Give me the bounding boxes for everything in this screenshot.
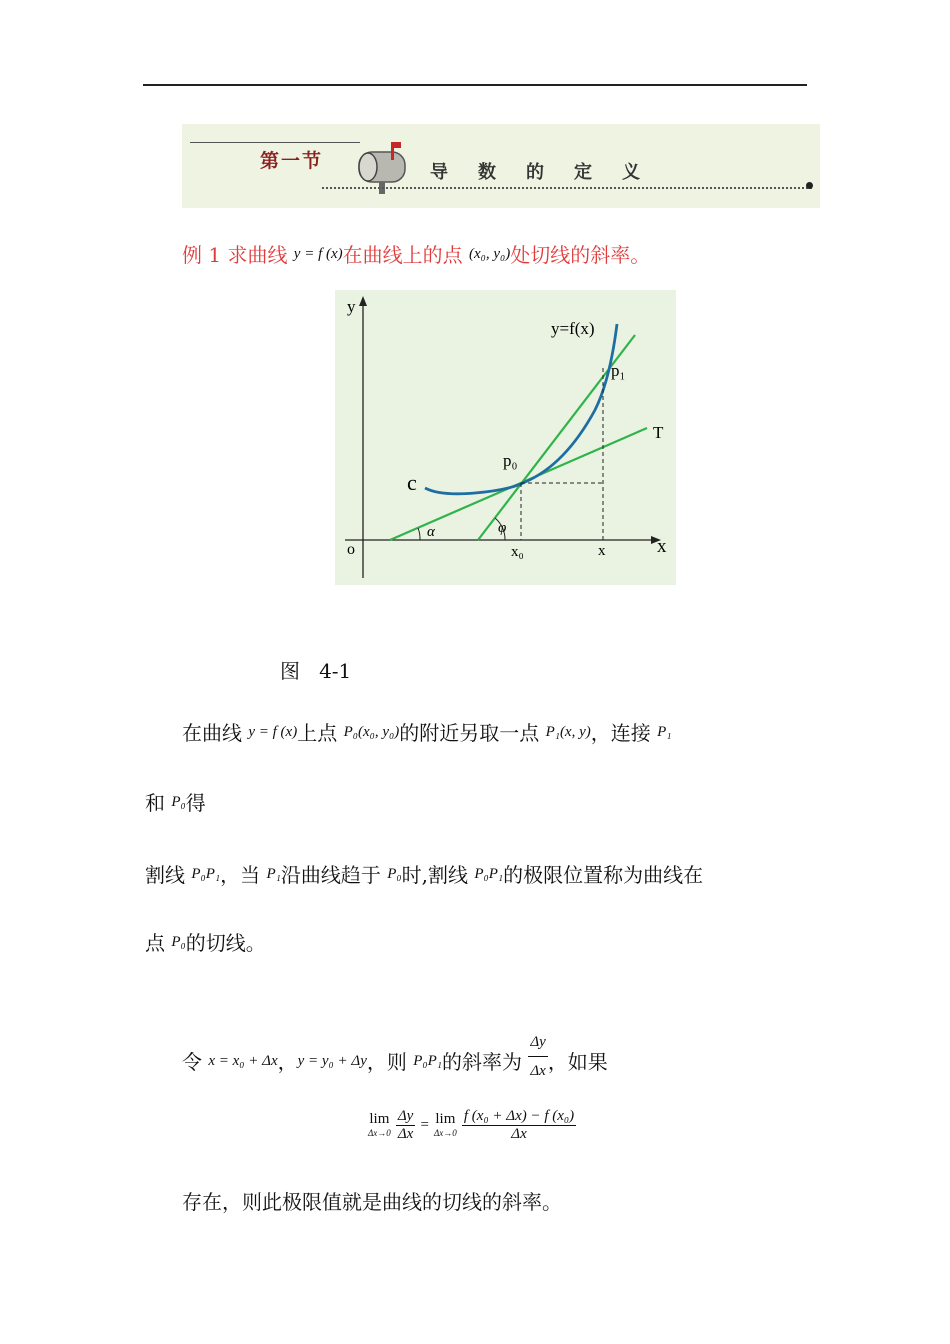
formula-equals: = — [420, 1117, 429, 1133]
example-suffix: 处切线的斜率。 — [510, 243, 651, 267]
formula-lim-1 — [368, 1112, 391, 1140]
p1-text-b: 上点 — [297, 721, 344, 745]
p1-text-a: 在曲线 — [182, 721, 249, 745]
p2-text-e: 的极限位置称为曲线在 — [503, 863, 704, 887]
label-t: T — [653, 423, 664, 442]
p3-eq1: x = x₀ + Δx — [208, 1053, 278, 1069]
p1b-text-b: 得 — [185, 791, 206, 815]
banner-end-dot — [806, 182, 813, 189]
p1-point-p1b: P₁ — [657, 724, 672, 740]
p2-text-d: 时,割线 — [401, 863, 475, 887]
label-alpha: α — [427, 524, 435, 540]
p3-p0p1: P₀P₁ — [413, 1053, 442, 1069]
p2-p0: P₀ — [387, 866, 402, 882]
formula-frac-2 — [462, 1108, 576, 1143]
paragraph-3 — [182, 1028, 608, 1085]
derivative-figure — [335, 290, 676, 585]
example-eq: y = f (x) — [293, 246, 343, 262]
lim-text-2: lim — [435, 1110, 456, 1127]
label-p0: p₀ — [503, 451, 518, 470]
formula-lim-2 — [434, 1112, 457, 1140]
p2-text-b: ，当 — [220, 863, 267, 887]
label-origin: o — [347, 541, 355, 558]
p1-eq: y = f (x) — [248, 724, 298, 740]
banner-dotted-line — [322, 187, 812, 189]
p1-point-p0: P₀(x₀, y₀) — [343, 724, 400, 740]
label-x-axis: x — [657, 536, 667, 557]
p3-frac-den: Δx — [530, 1063, 546, 1079]
mailbox-icon — [353, 138, 411, 194]
p3-eq2: y = y₀ + Δy — [297, 1053, 367, 1069]
example-line — [182, 240, 650, 269]
p2b-text-b: 的切线。 — [185, 931, 266, 955]
label-p1: p₁ — [611, 361, 626, 380]
p2-p0p1-b: P₀P₁ — [474, 866, 504, 882]
section-label: 第一节 — [260, 150, 324, 172]
p1b-p0: P₀ — [171, 794, 186, 810]
lim-sub-1: Δx→0 — [368, 1127, 391, 1138]
formula-frac-1 — [396, 1108, 415, 1143]
lim-text-1: lim — [369, 1110, 390, 1127]
p3-fraction — [528, 1028, 547, 1085]
p2b-p0: P₀ — [171, 934, 186, 950]
p2b-text-a: 点 — [145, 931, 172, 955]
label-x: x — [598, 543, 606, 559]
example-mid: 在曲线上的点 — [342, 243, 470, 267]
frac1-num: Δy — [397, 1108, 414, 1124]
paragraph-1 — [182, 718, 672, 747]
p1-text-c: 的附近另取一点 — [399, 721, 546, 745]
top-rule — [143, 84, 807, 86]
p2-p0p1: P₀P₁ — [191, 866, 221, 882]
p1-text-d: ，连接 — [590, 721, 658, 745]
label-y: y — [347, 297, 356, 316]
example-prefix: 例 1 求曲线 — [182, 243, 294, 267]
example-point: (x₀, y₀) — [469, 246, 511, 262]
limit-formula — [368, 1108, 576, 1143]
paragraph-1b — [145, 788, 206, 817]
paragraph-2 — [145, 860, 703, 889]
label-phi: φ — [498, 520, 507, 536]
p1-point-p1: P₁(x, y) — [545, 724, 591, 740]
paragraph-4: 存在，则此极限值就是曲线的切线的斜率。 — [182, 1190, 562, 1214]
label-x0: x₀ — [511, 544, 524, 560]
p3-text-c: ，则 — [366, 1050, 414, 1074]
label-curve: y=f(x) — [551, 319, 595, 338]
frac2-den: Δx — [511, 1126, 527, 1142]
frac1-den: Δx — [397, 1126, 414, 1142]
p3-text-b: ， — [277, 1050, 298, 1074]
section-title: 导数的定义 — [430, 162, 670, 183]
p3-frac-num: Δy — [528, 1028, 547, 1057]
p3-text-d: 的斜率为 — [441, 1050, 529, 1074]
p3-text-e: ，如果 — [547, 1050, 608, 1074]
lim-sub-2: Δx→0 — [434, 1127, 457, 1138]
label-c: c — [407, 470, 417, 495]
p3-text-a: 令 — [182, 1050, 209, 1074]
p2-p1: P₁ — [266, 866, 281, 882]
p2-text-c: 沿曲线趋于 — [280, 863, 388, 887]
p2-text-a: 割线 — [145, 863, 192, 887]
paragraph-2b — [145, 928, 266, 957]
p1b-text-a: 和 — [145, 791, 172, 815]
frac2-num: f (x₀ + Δx) − f (x₀) — [463, 1108, 575, 1124]
section-banner — [182, 124, 820, 208]
figure-caption: 图 4-1 — [280, 659, 352, 683]
banner-line — [190, 142, 360, 143]
